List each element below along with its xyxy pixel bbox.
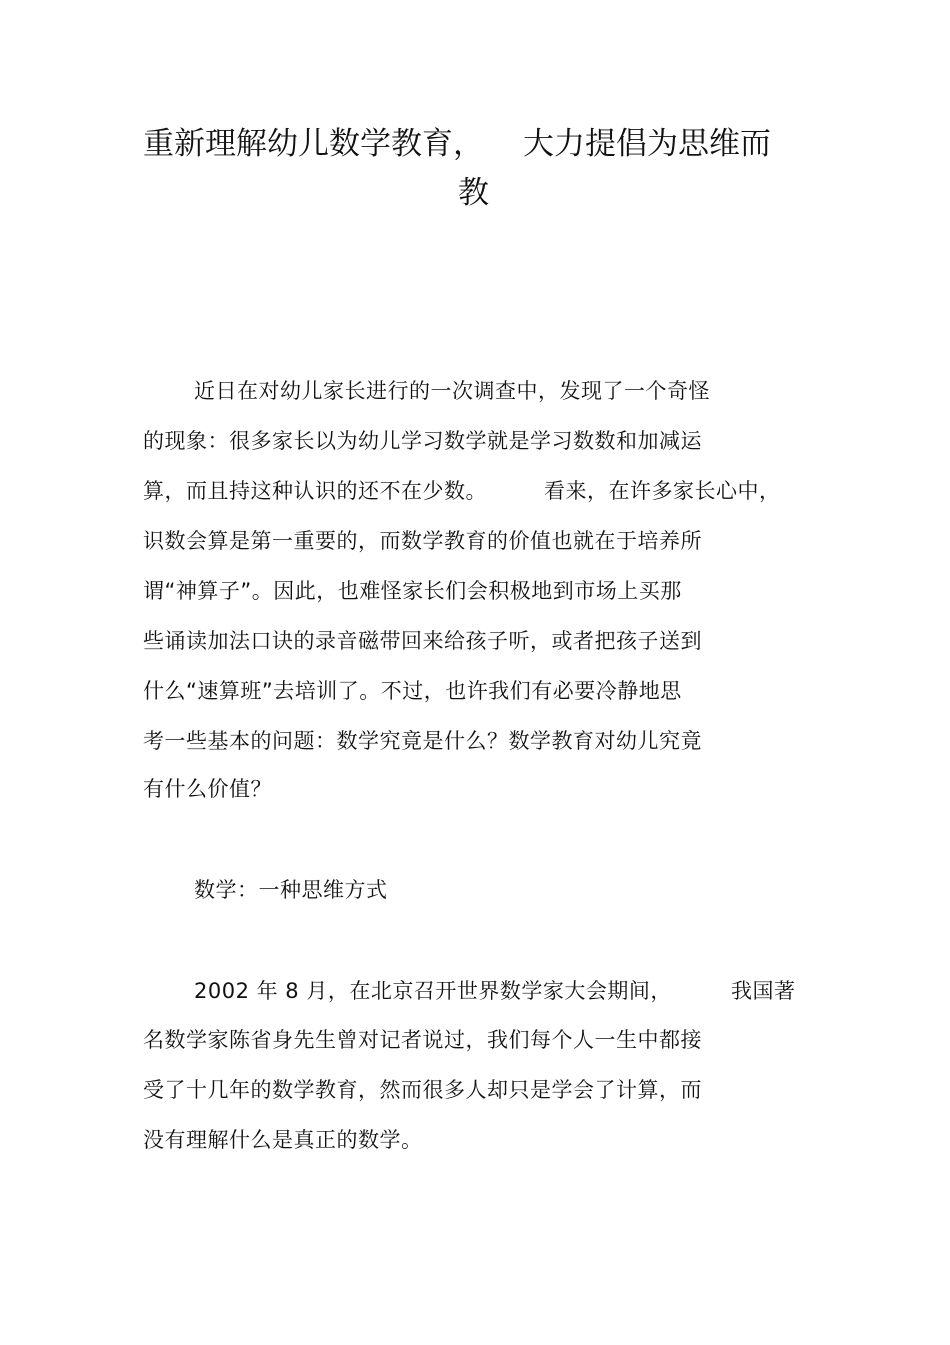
title-line-1-part-1: 重新理解幼儿数学教育， bbox=[143, 126, 484, 162]
paragraph-1-line: 算，而且持这种认识的还不在少数。 bbox=[143, 479, 487, 503]
paragraph-1-line: 识数会算是第一重要的，而数学教育的价值也就在于培养所 bbox=[143, 529, 702, 553]
paragraph-1-line: 的现象：很多家长以为幼儿学习数学就是学习数数和加减运 bbox=[143, 429, 702, 453]
paragraph-1-line: 些诵读加法口诀的录音磁带回来给孩子听，或者把孩子送到 bbox=[143, 629, 702, 653]
paragraph-1-line: 看来，在许多家长心中， bbox=[544, 479, 781, 503]
section-heading: 数学：一种思维方式 bbox=[194, 878, 388, 902]
paragraph-2-line: 名数学家陈省身先生曾对记者说过，我们每个人一生中都接 bbox=[143, 1028, 702, 1052]
paragraph-1-line: 谓“神算子”。因此，也难怪家长们会积极地到市场上买那 bbox=[143, 579, 682, 603]
paragraph-2-line: 我国著 bbox=[731, 979, 796, 1003]
paragraph-1-line: 有什么价值？ bbox=[143, 777, 272, 801]
paragraph-2-line: 没有理解什么是真正的数学。 bbox=[143, 1128, 423, 1152]
title-line-2: 教 bbox=[458, 175, 489, 211]
paragraph-1-line: 近日在对幼儿家长进行的一次调查中，发现了一个奇怪 bbox=[194, 379, 710, 403]
paragraph-1-line: 考一些基本的问题：数学究竟是什么？数学教育对幼儿究竟 bbox=[143, 729, 702, 753]
paragraph-1-line: 什么“速算班”去培训了。不过，也许我们有必要冷静地思 bbox=[143, 679, 682, 703]
paragraph-2-line: 2002 年 8 月，在北京召开世界数学家大会期间， bbox=[194, 979, 672, 1003]
title-line-1-part-2: 大力提倡为思维而 bbox=[523, 126, 771, 162]
paragraph-2-line: 受了十几年的数学教育，然而很多人却只是学会了计算，而 bbox=[143, 1078, 702, 1102]
